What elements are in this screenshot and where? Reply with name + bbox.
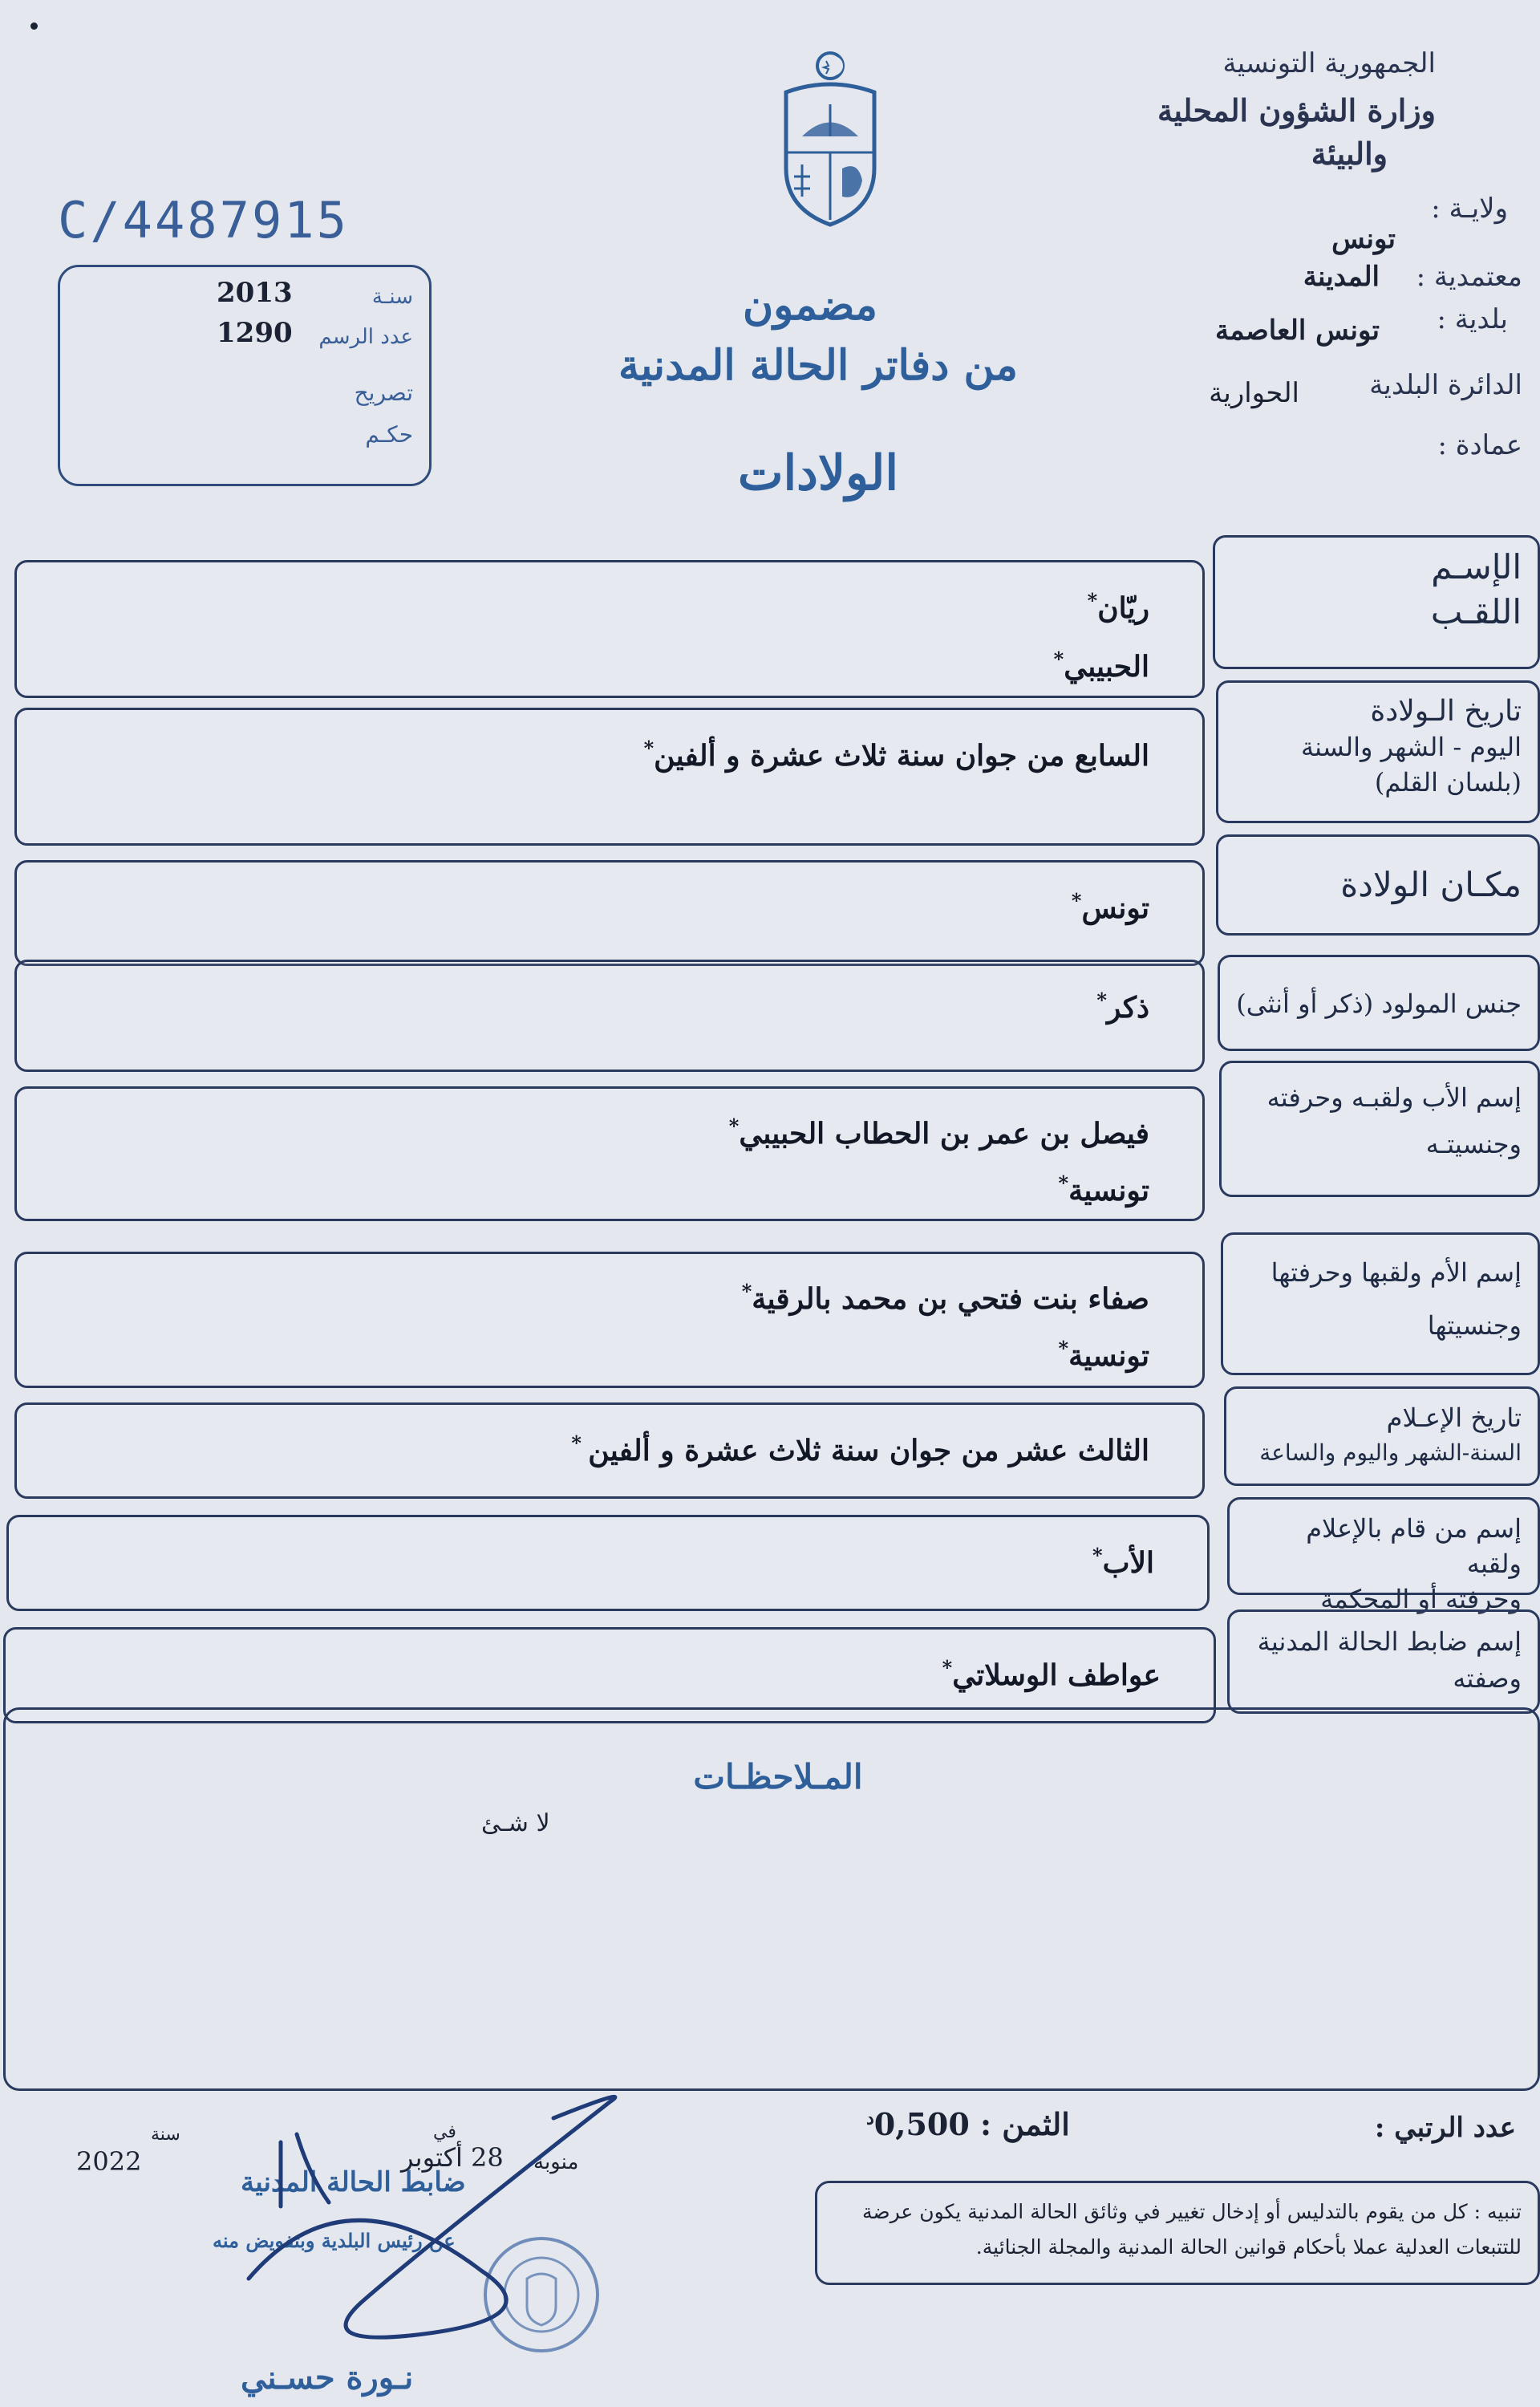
- row-declarant-value: الأب*: [6, 1515, 1210, 1611]
- row-name-label: [1213, 535, 1540, 669]
- wilaya-value: تونس: [1331, 223, 1396, 255]
- issue-year: 2022: [76, 2146, 142, 2177]
- declaration-date-value: الثالث عشر من جوان سنة ثلاث عشرة و ألفين: [588, 1434, 1149, 1467]
- row-birthdate-value: السابع من جوان سنة ثلاث عشرة و ألفين*: [14, 708, 1205, 846]
- wilaya-row: [1431, 193, 1508, 225]
- sex-value: ذكر: [1106, 991, 1149, 1025]
- judgment-label: حكـم: [365, 421, 413, 448]
- father-value: فيصل بن عمر بن الحطاب الحبيبي: [739, 1117, 1149, 1151]
- legal-warning: تنبيه : كل من يقوم بالتدليس أو إدخال تغيير في وثائق الحالة المدنية يكون عرضة للتتبعات العدلية عملا بأحكام قوانين الحالة المدنية والمجلة الجنائية.: [815, 2181, 1540, 2285]
- register-box: [58, 265, 432, 486]
- daira-value: الحوارية: [1209, 377, 1299, 409]
- wilaya-label: ولايـة :: [1431, 193, 1508, 225]
- officer-name: نـورة حسـني: [241, 2359, 414, 2397]
- notes-title: المـلاحظـات: [693, 1757, 863, 1796]
- label-father-nationality: وجنسيتـه: [1425, 1129, 1522, 1159]
- mother-value: صفاء بنت فتحي بن محمد بالرقية: [752, 1282, 1149, 1316]
- issuing-authority: [1019, 44, 1436, 176]
- coat-of-arms-icon: [770, 48, 890, 233]
- row-name-value: ريّان* الحبيبي*: [14, 560, 1205, 698]
- father-nationality-value: تونسية: [1068, 1174, 1149, 1208]
- row-mother-label: [1221, 1232, 1540, 1375]
- year-value: 2013: [217, 277, 293, 309]
- daira-label: الدائرة البلدية: [1369, 369, 1522, 401]
- baladia-value: تونس العاصمة: [1215, 315, 1380, 347]
- label-officer-role: وصفته: [1453, 1663, 1522, 1694]
- label-surname: اللقـب: [1430, 592, 1522, 631]
- price-value: 0,500: [873, 2106, 970, 2142]
- register-number-label: عدد الرسم: [318, 325, 413, 349]
- year-label: سنـة: [371, 285, 413, 309]
- ministry-line2: والبيئة: [1311, 136, 1388, 172]
- label-sex: جنس المولود (ذكر أو أنثى): [1236, 988, 1522, 1019]
- row-birthdate-label: [1216, 680, 1540, 823]
- label-declarant-occupation: وحرفته أو المحكمة: [1320, 1584, 1522, 1614]
- row-declaration-label: [1224, 1386, 1540, 1486]
- document-serial: C/4487915: [58, 191, 349, 250]
- row-father-label: [1219, 1061, 1540, 1197]
- row-father-value: فيصل بن عمر بن الحطاب الحبيبي* تونسية*: [14, 1086, 1205, 1221]
- price-unit: د: [866, 2108, 874, 2129]
- ink-dot: [30, 22, 38, 30]
- surname-value: الحبيبي: [1064, 650, 1149, 684]
- motamadia-value: المدينة: [1303, 261, 1380, 293]
- birthdate-value: السابع من جوان سنة ثلاث عشرة و ألفين: [654, 739, 1149, 773]
- first-name-value: ريّان: [1097, 591, 1149, 625]
- delegation-note: عن رئيس البلدية وبتفويض منه: [213, 2229, 456, 2252]
- row-birthplace-label: [1216, 834, 1540, 936]
- title-registers: من دفاتر الحالة المدنية: [618, 341, 1018, 390]
- label-declaration-time: السنة-الشهر واليوم والساعة: [1259, 1439, 1522, 1466]
- mother-nationality-value: تونسية: [1068, 1339, 1149, 1373]
- issue-year-label: سنة: [151, 2125, 180, 2145]
- title-contents: مضمون: [742, 281, 878, 330]
- title-births: الولادات: [737, 445, 899, 501]
- label-mother: إسم الأم ولقبها وحرفتها: [1270, 1257, 1522, 1288]
- label-mother-nationality: وجنسيتها: [1427, 1310, 1522, 1341]
- row-declaration-value: الثالث عشر من جوان سنة ثلاث عشرة و ألفين *: [14, 1402, 1205, 1499]
- issue-city: منوبة: [533, 2150, 579, 2174]
- label-officer: إسم ضابط الحالة المدنية: [1257, 1626, 1522, 1657]
- signature-scribble: [217, 2070, 698, 2407]
- issue-date: 28 أكتوبر: [401, 2142, 504, 2173]
- issue-in: في: [433, 2122, 456, 2142]
- label-declaration-date: تاريخ الإعـلام: [1386, 1402, 1522, 1433]
- row-officer-label: [1227, 1609, 1540, 1714]
- row-sex-value: ذكر*: [14, 960, 1205, 1072]
- label-birthplace: مكـان الولادة: [1340, 865, 1522, 904]
- label-in-words: (بلسان القلم): [1374, 767, 1522, 798]
- register-number-value: 1290: [217, 317, 293, 349]
- price-label: الثمن :: [980, 2106, 1070, 2142]
- officer-title: ضابط الحالة المدنية: [241, 2166, 466, 2198]
- row-birthplace-value: تونس*: [14, 860, 1205, 966]
- label-birthdate: تاريخ الـولادة: [1370, 695, 1522, 728]
- declaration-label: تصريح: [354, 380, 413, 406]
- motamadia-label: معتمدية :: [1416, 261, 1522, 293]
- label-first-name: الإسـم: [1431, 547, 1522, 587]
- row-mother-value: صفاء بنت فتحي بن محمد بالرقية* تونسية*: [14, 1252, 1205, 1388]
- row-officer-value: عواطف الوسلاتي*: [3, 1627, 1216, 1723]
- omada-label: عمادة :: [1437, 429, 1522, 461]
- label-declarant: إسم من قام بالإعلام ولقبه: [1306, 1513, 1522, 1579]
- label-father: إسم الأب ولقبـه وحرفته: [1266, 1082, 1522, 1113]
- baladia-label: بلدية :: [1437, 303, 1508, 335]
- officer-value: عواطف الوسلاتي: [952, 1658, 1161, 1692]
- declarant-value: الأب: [1102, 1546, 1154, 1580]
- serial-number-label: عدد الرتبي :: [1374, 2112, 1516, 2144]
- row-sex-label: [1218, 955, 1540, 1051]
- price: [866, 2106, 1070, 2142]
- row-declarant-label: [1227, 1497, 1540, 1614]
- ministry-line1: وزارة الشؤون المحلية: [1157, 92, 1436, 128]
- republic-name: الجمهورية التونسية: [1222, 47, 1436, 79]
- birthplace-value: تونس: [1081, 891, 1149, 925]
- label-day-month-year: اليوم - الشهر والسنة: [1300, 732, 1522, 762]
- notes-value: لا شـئ: [481, 1809, 550, 1837]
